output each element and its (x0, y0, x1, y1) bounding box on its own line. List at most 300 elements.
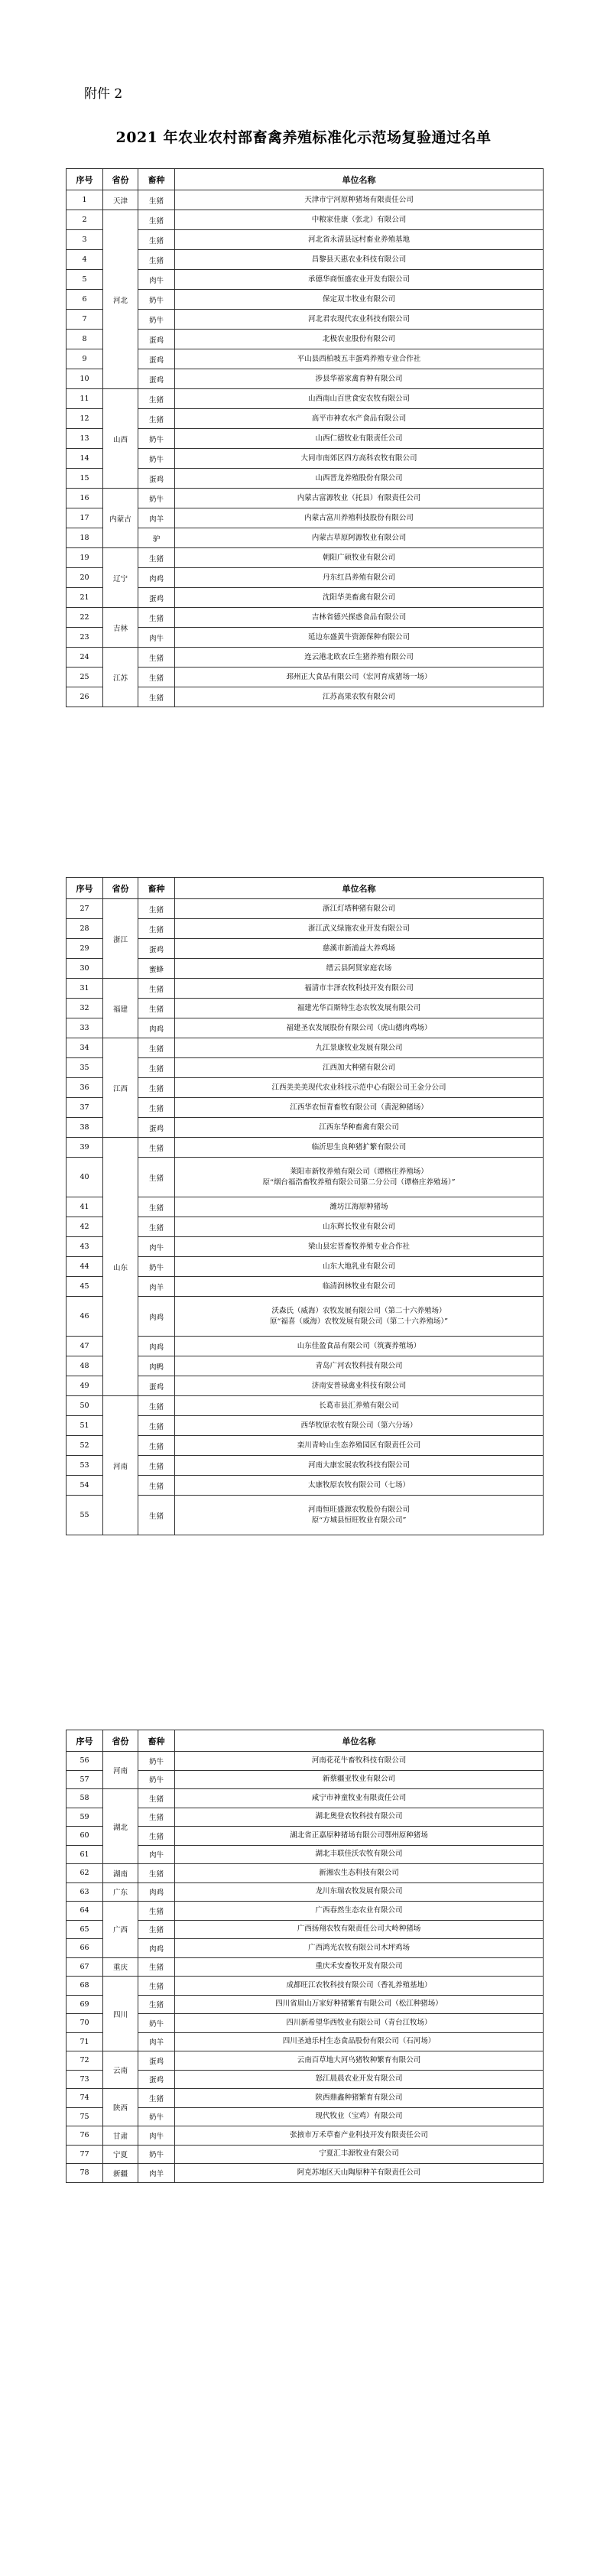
unit-name-cell: 昌黎县天惠农业科技有限公司 (175, 250, 544, 270)
row-index: 65 (67, 1920, 103, 1939)
header-unit-name: 单位名称 (175, 878, 544, 899)
table-row (67, 568, 544, 588)
species-cell: 肉鸡 (138, 1297, 175, 1337)
table-row (67, 1995, 544, 2014)
table-row (67, 230, 544, 250)
unit-name-cell: 内蒙古草原阿源牧业有限公司 (175, 528, 544, 548)
row-index: 53 (67, 1456, 103, 1476)
row-index: 70 (67, 2014, 103, 2033)
species-cell: 奶牛 (138, 2014, 175, 2033)
table-row (67, 190, 544, 210)
species-cell: 生猪 (138, 608, 175, 628)
unit-name-cell: 西华牧原农牧有限公司（第六分场） (175, 1416, 544, 1436)
species-cell: 奶牛 (138, 290, 175, 310)
row-index: 43 (67, 1237, 103, 1257)
unit-name-cell: 成都旺江农牧科技有限公司（香礼养殖基地） (175, 1977, 544, 1996)
header-unit-name: 单位名称 (175, 1730, 544, 1752)
species-cell: 生猪 (138, 899, 175, 919)
unit-name-cell: 大同市南郊区四方高科农牧有限公司 (175, 449, 544, 469)
row-index: 34 (67, 1038, 103, 1058)
species-cell: 生猪 (138, 979, 175, 999)
unit-name-cell: 沈阳华美畜禽有限公司 (175, 588, 544, 608)
unit-name-cell: 张掖市万禾草畜产业科技开发有限责任公司 (175, 2126, 544, 2146)
species-cell: 奶牛 (138, 1752, 175, 1771)
row-index: 6 (67, 290, 103, 310)
row-index: 44 (67, 1257, 103, 1277)
table-row (67, 528, 544, 548)
species-cell: 蛋鸡 (138, 349, 175, 369)
row-index: 1 (67, 190, 103, 210)
table-row (67, 1939, 544, 1958)
province-cell: 宁夏 (103, 2145, 138, 2164)
row-index: 75 (67, 2107, 103, 2126)
species-cell: 蛋鸡 (138, 1118, 175, 1138)
table-row (67, 1038, 544, 1058)
row-index: 37 (67, 1098, 103, 1118)
table-row (67, 2107, 544, 2126)
province-cell: 重庆 (103, 1957, 138, 1977)
unit-name-cell: 四川圣迪乐村生态食品股份有限公司（石河场） (175, 2032, 544, 2051)
unit-name-cell: 河南花花牛畜牧科技有限公司 (175, 1752, 544, 1771)
row-index: 12 (67, 409, 103, 429)
table-row (67, 1257, 544, 1277)
species-cell: 肉鸡 (138, 1018, 175, 1038)
province-cell: 甘肃 (103, 2126, 138, 2146)
unit-name-cell: 四川新希望华西牧业有限公司（青台江牧场） (175, 2014, 544, 2033)
unit-name-cell: 九江景康牧业发展有限公司 (175, 1038, 544, 1058)
species-cell: 生猪 (138, 1416, 175, 1436)
unit-name-cell: 北极农业股份有限公司 (175, 330, 544, 349)
unit-name-cell: 天津市宁河原种猪场有限责任公司 (175, 190, 544, 210)
row-index: 11 (67, 389, 103, 409)
unit-name-cell: 湖北奥登农牧科技有限公司 (175, 1808, 544, 1827)
species-cell: 生猪 (138, 1476, 175, 1496)
province-cell: 福建 (103, 979, 138, 1038)
province-cell: 陕西 (103, 2089, 138, 2126)
species-cell: 蜜蜂 (138, 959, 175, 979)
table-row (67, 369, 544, 389)
header-unit-name: 单位名称 (175, 169, 544, 190)
page-title: 2021 年农业农村部畜禽养殖标准化示范场复验通过名单 (115, 129, 492, 146)
header-species: 畜种 (138, 878, 175, 899)
unit-name-cell: 长葛市县汇养殖有限公司 (175, 1396, 544, 1416)
row-index: 77 (67, 2145, 103, 2164)
table-row (67, 409, 544, 429)
species-cell: 肉鸭 (138, 1356, 175, 1376)
row-index: 17 (67, 508, 103, 528)
table-row (67, 1436, 544, 1456)
table-row (67, 588, 544, 608)
species-cell: 肉牛 (138, 1845, 175, 1864)
species-cell: 生猪 (138, 1138, 175, 1158)
unit-name-cell: 吉林省德兴探惑食品有限公司 (175, 608, 544, 628)
row-index: 69 (67, 1995, 103, 2014)
unit-name-cell: 江西东华种畜禽有限公司 (175, 1118, 544, 1138)
unit-name-cell: 梁山县宏晋畜牧养殖专业合作社 (175, 1237, 544, 1257)
unit-name-cell: 济南安普禄禽业科技有限公司 (175, 1376, 544, 1396)
row-index: 66 (67, 1939, 103, 1958)
row-index: 61 (67, 1845, 103, 1864)
species-cell: 蛋鸡 (138, 369, 175, 389)
species-cell: 生猪 (138, 1496, 175, 1535)
row-index: 55 (67, 1496, 103, 1535)
name-list-table-2 (66, 877, 544, 1535)
unit-name-cell: 连云港北欧农丘生猪养殖有限公司 (175, 648, 544, 668)
species-cell: 生猪 (138, 190, 175, 210)
unit-name-cell: 江苏高果农牧有限公司 (175, 687, 544, 707)
province-cell: 江西 (103, 1038, 138, 1138)
row-index: 33 (67, 1018, 103, 1038)
species-cell: 生猪 (138, 548, 175, 568)
unit-name-cell: 云南百草地大河乌猪牧种繁育有限公司 (175, 2051, 544, 2071)
species-cell: 生猪 (138, 999, 175, 1018)
unit-name-cell: 咸宁市神童牧业有限责任公司 (175, 1789, 544, 1808)
species-cell: 生猪 (138, 1995, 175, 2014)
species-cell: 生猪 (138, 1789, 175, 1808)
table-row (67, 290, 544, 310)
table-row (67, 449, 544, 469)
row-index: 42 (67, 1217, 103, 1237)
table-row (67, 608, 544, 628)
species-cell: 肉鸡 (138, 568, 175, 588)
province-cell: 河北 (103, 210, 138, 389)
table-row (67, 1808, 544, 1827)
row-index: 41 (67, 1197, 103, 1217)
row-index: 28 (67, 919, 103, 939)
row-index: 45 (67, 1277, 103, 1297)
species-cell: 肉羊 (138, 1277, 175, 1297)
species-cell: 生猪 (138, 1038, 175, 1058)
unit-name-cell: 怒江晨晨农业开发有限公司 (175, 2070, 544, 2089)
header-index: 序号 (67, 169, 103, 190)
species-cell: 生猪 (138, 687, 175, 707)
species-cell: 生猪 (138, 1396, 175, 1416)
table-row (67, 1476, 544, 1496)
unit-name-cell: 浙江武义绿施农业开发有限公司 (175, 919, 544, 939)
unit-name-cell: 山东辉长牧业有限公司 (175, 1217, 544, 1237)
species-cell: 生猪 (138, 250, 175, 270)
species-cell: 肉牛 (138, 2126, 175, 2146)
unit-name-cell: 丹东红昌养殖有限公司 (175, 568, 544, 588)
unit-name-cell: 广西春然生态农业有限公司 (175, 1902, 544, 1921)
unit-name-cell: 栾川青岭山生态养殖园区有限责任公司 (175, 1436, 544, 1456)
row-index: 73 (67, 2070, 103, 2089)
species-cell: 肉羊 (138, 508, 175, 528)
species-cell: 生猪 (138, 1827, 175, 1846)
unit-name-cell: 高平市神农水产食品有限公司 (175, 409, 544, 429)
table-row (67, 2126, 544, 2146)
unit-name-cell: 临沂思生良种猪扩繁有限公司 (175, 1138, 544, 1158)
species-cell: 肉羊 (138, 2032, 175, 2051)
province-cell: 湖北 (103, 1789, 138, 1864)
unit-name-cell: 广西鸿光农牧有限公司木坪鸡场 (175, 1939, 544, 1958)
unit-name-cell: 河南恒旺盛源农牧股份有限公司 原“方城县恒旺牧业有限公司” (175, 1496, 544, 1535)
table-row (67, 270, 544, 290)
row-index: 68 (67, 1977, 103, 1996)
row-index: 51 (67, 1416, 103, 1436)
table-row (67, 2089, 544, 2108)
table-row (67, 1237, 544, 1257)
name-list-table-3 (66, 1730, 544, 2183)
table-row (67, 2145, 544, 2164)
species-cell: 生猪 (138, 1078, 175, 1098)
row-index: 7 (67, 310, 103, 330)
province-cell: 广东 (103, 1882, 138, 1902)
table-row (67, 2051, 544, 2071)
province-cell: 山西 (103, 389, 138, 489)
table-row (67, 1376, 544, 1396)
table-row (67, 2032, 544, 2051)
species-cell: 生猪 (138, 1977, 175, 1996)
province-cell: 河南 (103, 1752, 138, 1789)
unit-name-cell: 山西晋龙养殖股份有限公司 (175, 469, 544, 489)
table-row (67, 1920, 544, 1939)
header-province: 省份 (103, 878, 138, 899)
province-cell: 四川 (103, 1977, 138, 2051)
province-cell: 河南 (103, 1396, 138, 1535)
species-cell: 奶牛 (138, 1770, 175, 1789)
row-index: 52 (67, 1436, 103, 1456)
table-row (67, 1118, 544, 1138)
species-cell: 肉鸡 (138, 1882, 175, 1902)
header-index: 序号 (67, 878, 103, 899)
table-row (67, 687, 544, 707)
row-index: 62 (67, 1864, 103, 1883)
row-index: 19 (67, 548, 103, 568)
unit-name-cell: 四川省眉山万家好种猪繁育有限公司（松江种猪场） (175, 1995, 544, 2014)
unit-name-cell: 宁夏汇丰源牧业有限公司 (175, 2145, 544, 2164)
unit-name-cell: 潍坊江海原种猪场 (175, 1197, 544, 1217)
row-index: 59 (67, 1808, 103, 1827)
species-cell: 生猪 (138, 409, 175, 429)
unit-name-cell: 重庆禾安畜牧开发有限公司 (175, 1957, 544, 1977)
unit-name-cell: 沃森氏（威海）农牧发展有限公司（第二十六养殖场） 原“福喜（威海）农牧发展有限公司（第二十六养殖场）” (175, 1297, 544, 1337)
province-cell: 云南 (103, 2051, 138, 2089)
header-species: 畜种 (138, 169, 175, 190)
header-province: 省份 (103, 1730, 138, 1752)
table-row (67, 548, 544, 568)
unit-name-cell: 太康牧原农牧有限公司（七场） (175, 1476, 544, 1496)
row-index: 46 (67, 1297, 103, 1337)
table-row (67, 1789, 544, 1808)
table-row (67, 489, 544, 508)
row-index: 8 (67, 330, 103, 349)
species-cell: 奶牛 (138, 429, 175, 449)
table-row (67, 1018, 544, 1038)
table-row (67, 1827, 544, 1846)
species-cell: 生猪 (138, 1456, 175, 1476)
unit-name-cell: 新湘农生态科技有限公司 (175, 1864, 544, 1883)
table-row (67, 469, 544, 489)
table-row (67, 648, 544, 668)
header-species: 畜种 (138, 1730, 175, 1752)
row-index: 14 (67, 449, 103, 469)
table-row (67, 1456, 544, 1476)
row-index: 36 (67, 1078, 103, 1098)
unit-name-cell: 中粮家佳康（张北）有限公司 (175, 210, 544, 230)
unit-name-cell: 内蒙古富源牧业（托县）有限责任公司 (175, 489, 544, 508)
species-cell: 奶牛 (138, 489, 175, 508)
row-index: 47 (67, 1337, 103, 1356)
unit-name-cell: 山西仁德牧业有限责任公司 (175, 429, 544, 449)
unit-name-cell: 承德华商恒盛农业开发有限公司 (175, 270, 544, 290)
unit-name-cell: 福建圣农发展股份有限公司（虎山德肉鸡场） (175, 1018, 544, 1038)
row-index: 24 (67, 648, 103, 668)
species-cell: 生猪 (138, 389, 175, 409)
table-row (67, 999, 544, 1018)
table-row (67, 1752, 544, 1771)
unit-name-cell: 山西南山百世食安农牧有限公司 (175, 389, 544, 409)
table-row (67, 628, 544, 648)
species-cell: 肉牛 (138, 628, 175, 648)
row-index: 38 (67, 1118, 103, 1138)
species-cell: 生猪 (138, 1808, 175, 1827)
table-row (67, 508, 544, 528)
unit-name-cell: 保定双丰牧业有限公司 (175, 290, 544, 310)
row-index: 67 (67, 1957, 103, 1977)
name-list-table-1 (66, 168, 544, 707)
species-cell: 蛋鸡 (138, 588, 175, 608)
species-cell: 奶牛 (138, 449, 175, 469)
row-index: 31 (67, 979, 103, 999)
row-index: 30 (67, 959, 103, 979)
species-cell: 生猪 (138, 919, 175, 939)
row-index: 22 (67, 608, 103, 628)
unit-name-cell: 江西美美美现代农业科技示范中心有限公司王金分公司 (175, 1078, 544, 1098)
species-cell: 蛋鸡 (138, 939, 175, 959)
row-index: 40 (67, 1158, 103, 1197)
table-row (67, 2070, 544, 2089)
unit-name-cell: 平山县西柏坡五丰蛋鸡养殖专业合作社 (175, 349, 544, 369)
table-row (67, 2014, 544, 2033)
species-cell: 生猪 (138, 1197, 175, 1217)
species-cell: 生猪 (138, 1158, 175, 1197)
species-cell: 奶牛 (138, 2145, 175, 2164)
species-cell: 生猪 (138, 668, 175, 687)
table-row (67, 959, 544, 979)
table-row (67, 1957, 544, 1977)
row-index: 58 (67, 1789, 103, 1808)
table-row (67, 429, 544, 449)
row-index: 20 (67, 568, 103, 588)
row-index: 5 (67, 270, 103, 290)
species-cell: 生猪 (138, 648, 175, 668)
province-cell: 广西 (103, 1902, 138, 1958)
row-index: 54 (67, 1476, 103, 1496)
unit-name-cell: 莱阳市新牧养殖有限公司（谭格庄养殖场） 原“烟台福浩畜牧养殖有限公司第二分公司（谭格庄养殖场）” (175, 1158, 544, 1197)
row-index: 76 (67, 2126, 103, 2146)
province-cell: 天津 (103, 190, 138, 210)
table-row (67, 1396, 544, 1416)
province-cell: 吉林 (103, 608, 138, 648)
species-cell: 生猪 (138, 210, 175, 230)
table-row (67, 1078, 544, 1098)
table-row (67, 668, 544, 687)
row-index: 48 (67, 1356, 103, 1376)
species-cell: 肉牛 (138, 270, 175, 290)
row-index: 63 (67, 1882, 103, 1902)
row-index: 39 (67, 1138, 103, 1158)
row-index: 71 (67, 2032, 103, 2051)
unit-name-cell: 山东佳盈食品有限公司（筑赛养殖场） (175, 1337, 544, 1356)
table-row (67, 1845, 544, 1864)
species-cell: 生猪 (138, 1920, 175, 1939)
province-cell: 新疆 (103, 2164, 138, 2183)
species-cell: 生猪 (138, 1957, 175, 1977)
row-index: 4 (67, 250, 103, 270)
table-row (67, 310, 544, 330)
unit-name-cell: 湖北丰联佳沃农牧有限公司 (175, 1845, 544, 1864)
province-cell: 江苏 (103, 648, 138, 707)
row-index: 35 (67, 1058, 103, 1078)
species-cell: 蛋鸡 (138, 1376, 175, 1396)
table-row (67, 1217, 544, 1237)
unit-name-cell: 龙川东瑞农牧发展有限公司 (175, 1882, 544, 1902)
species-cell: 蛋鸡 (138, 469, 175, 489)
row-index: 74 (67, 2089, 103, 2108)
unit-name-cell: 现代牧业（宝鸡）有限公司 (175, 2107, 544, 2126)
species-cell: 生猪 (138, 2089, 175, 2108)
row-index: 3 (67, 230, 103, 250)
table-row (67, 1098, 544, 1118)
species-cell: 肉鸡 (138, 1939, 175, 1958)
row-index: 23 (67, 628, 103, 648)
species-cell: 驴 (138, 528, 175, 548)
row-index: 21 (67, 588, 103, 608)
unit-name-cell: 江西加大种猪有限公司 (175, 1058, 544, 1078)
species-cell: 生猪 (138, 230, 175, 250)
row-index: 25 (67, 668, 103, 687)
unit-name-cell: 缙云县阿贤家庭农场 (175, 959, 544, 979)
row-index: 9 (67, 349, 103, 369)
unit-name-cell: 邳州正大食品有限公司（宏河育成猪场一场） (175, 668, 544, 687)
table-row (67, 1864, 544, 1883)
row-index: 18 (67, 528, 103, 548)
unit-name-cell: 新蔡疆亚牧业有限公司 (175, 1770, 544, 1789)
unit-name-cell: 朝阳广硕牧业有限公司 (175, 548, 544, 568)
species-cell: 蛋鸡 (138, 2070, 175, 2089)
table-row (67, 330, 544, 349)
species-cell: 肉羊 (138, 2164, 175, 2183)
table-row (67, 1197, 544, 1217)
unit-name-cell: 浙江灯塔种猪有限公司 (175, 899, 544, 919)
row-index: 64 (67, 1902, 103, 1921)
unit-name-cell: 陕西鼎鑫种猪繁育有限公司 (175, 2089, 544, 2108)
attachment-label: 附件 2 (84, 86, 123, 102)
unit-name-cell: 延边东盛黄牛资源保种有限公司 (175, 628, 544, 648)
unit-name-cell: 临清润林牧业有限公司 (175, 1277, 544, 1297)
table-row (67, 1158, 544, 1197)
province-cell: 湖南 (103, 1864, 138, 1883)
row-index: 15 (67, 469, 103, 489)
table-row (67, 1297, 544, 1337)
species-cell: 奶牛 (138, 1257, 175, 1277)
row-index: 49 (67, 1376, 103, 1396)
species-cell: 生猪 (138, 1864, 175, 1883)
unit-name-cell: 河北省永清县远村畜业养殖基地 (175, 230, 544, 250)
species-cell: 生猪 (138, 1098, 175, 1118)
row-index: 60 (67, 1827, 103, 1846)
table-row (67, 1138, 544, 1158)
table-row (67, 1977, 544, 1996)
table-row (67, 1882, 544, 1902)
unit-name-cell: 慈溪市新浦益大养鸡场 (175, 939, 544, 959)
unit-name-cell: 河北君农现代农业科技有限公司 (175, 310, 544, 330)
species-cell: 生猪 (138, 1902, 175, 1921)
unit-name-cell: 江西华农恒青畜牧有限公司（黄泥种猪场） (175, 1098, 544, 1118)
row-index: 32 (67, 999, 103, 1018)
table-row (67, 939, 544, 959)
